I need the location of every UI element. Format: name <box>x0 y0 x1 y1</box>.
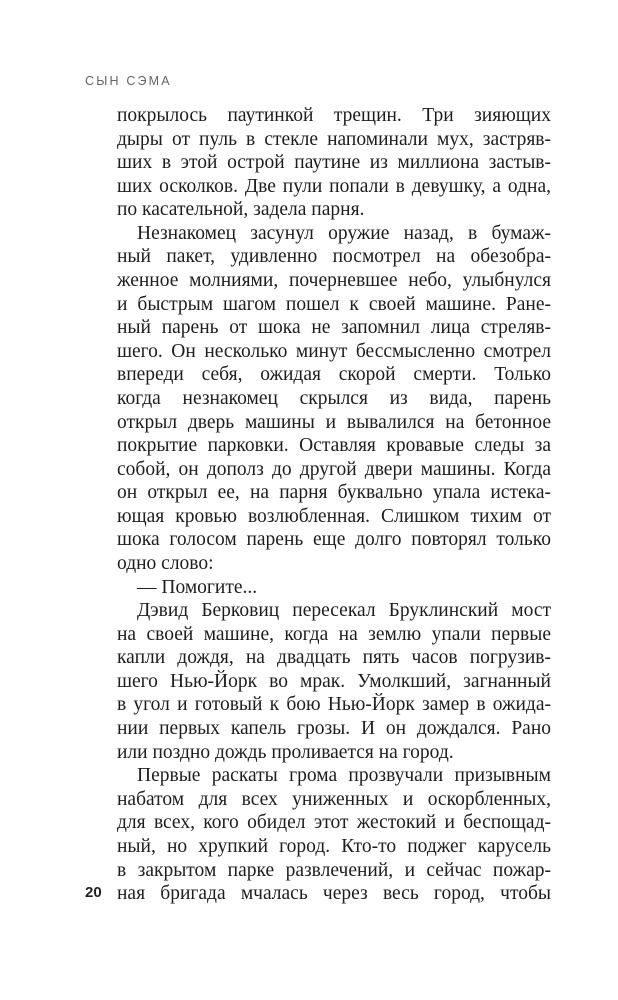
text-line: шего. Он несколько минут бессмысленно смотрел <box>117 340 551 362</box>
text-line: на своей машине, когда на землю упали первые <box>117 623 551 645</box>
text-line: дыры от пуль в стекле напоминали мух, застряв- <box>117 128 551 150</box>
text-line: по касательной, задела парня. <box>117 199 365 221</box>
text-line: когда незнакомец скрылся из вида, парень <box>117 387 551 409</box>
text-line: Дэвид Берковиц пересекал Бруклинский мост <box>137 600 551 622</box>
text-line: капли дождя, на двадцать пять часов погрузив- <box>117 647 551 669</box>
text-line: Незнакомец засунул оружие назад, в бумаж- <box>137 222 551 244</box>
text-line: в угол и готовый к бою Нью-Йорк замер в ожида- <box>117 694 551 716</box>
text-line: ших осколков. Две пули попали в девушку, а одна, <box>117 175 551 197</box>
text-line: для всех, кого обидел этот жестокий и беспощад- <box>117 812 551 834</box>
text-line: ная бригада мчалась через весь город, чтобы <box>117 883 551 905</box>
text-line: шока голосом парень еще долго повторял только <box>117 529 551 551</box>
text-line: покрылось паутинкой трещин. Три зияющих <box>117 105 551 126</box>
text-line: ный парень от шока не запомнил лица стреляв- <box>117 317 551 339</box>
text-line: в закрытом парке развлечений, и сейчас пожар- <box>117 859 551 881</box>
text-line: ный пакет, удивленно посмотрел на обезобра- <box>117 246 551 268</box>
text-line: одно слово: <box>117 552 214 574</box>
text-line: ших в этой острой паутине из миллиона застыв- <box>117 152 551 174</box>
text-line: шего Нью-Йорк во мрак. Умолкший, загнанный <box>117 670 551 692</box>
text-line: ющая кровью возлюбленная. Слишком тихим от <box>117 505 551 527</box>
text-line: ный, но хрупкий город. Кто-то поджег карусель <box>117 835 551 857</box>
body-text <box>117 104 551 906</box>
text-line: впереди себя, ожидая скорой смерти. Только <box>117 364 551 386</box>
text-line: или поздно дождь проливается на город. <box>117 741 454 763</box>
text-line: и быстрым шагом пошел к своей машине. Ране- <box>117 293 551 315</box>
text-line: нии первых капель грозы. И он дождался. Рано <box>117 718 551 740</box>
running-head: СЫН СЭМА <box>85 74 172 88</box>
text-line: покрытие парковки. Оставляя кровавые следы за <box>117 435 551 457</box>
text-line: женное молниями, почерневшее небо, улыбнулся <box>117 270 551 292</box>
text-line: он открыл ее, на парня буквально упала истека- <box>117 482 551 504</box>
text-line: открыл дверь машины и вывалился на бетонное <box>117 411 551 433</box>
text-line: собой, он дополз до другой двери машины. Когда <box>117 458 551 480</box>
text-line: — Помогите... <box>137 576 258 598</box>
text-line: набатом для всех униженных и оскорбленных, <box>117 788 551 810</box>
text-line: Первые раскаты грома прозвучали призывным <box>137 765 551 787</box>
page-number: 20 <box>85 884 102 901</box>
